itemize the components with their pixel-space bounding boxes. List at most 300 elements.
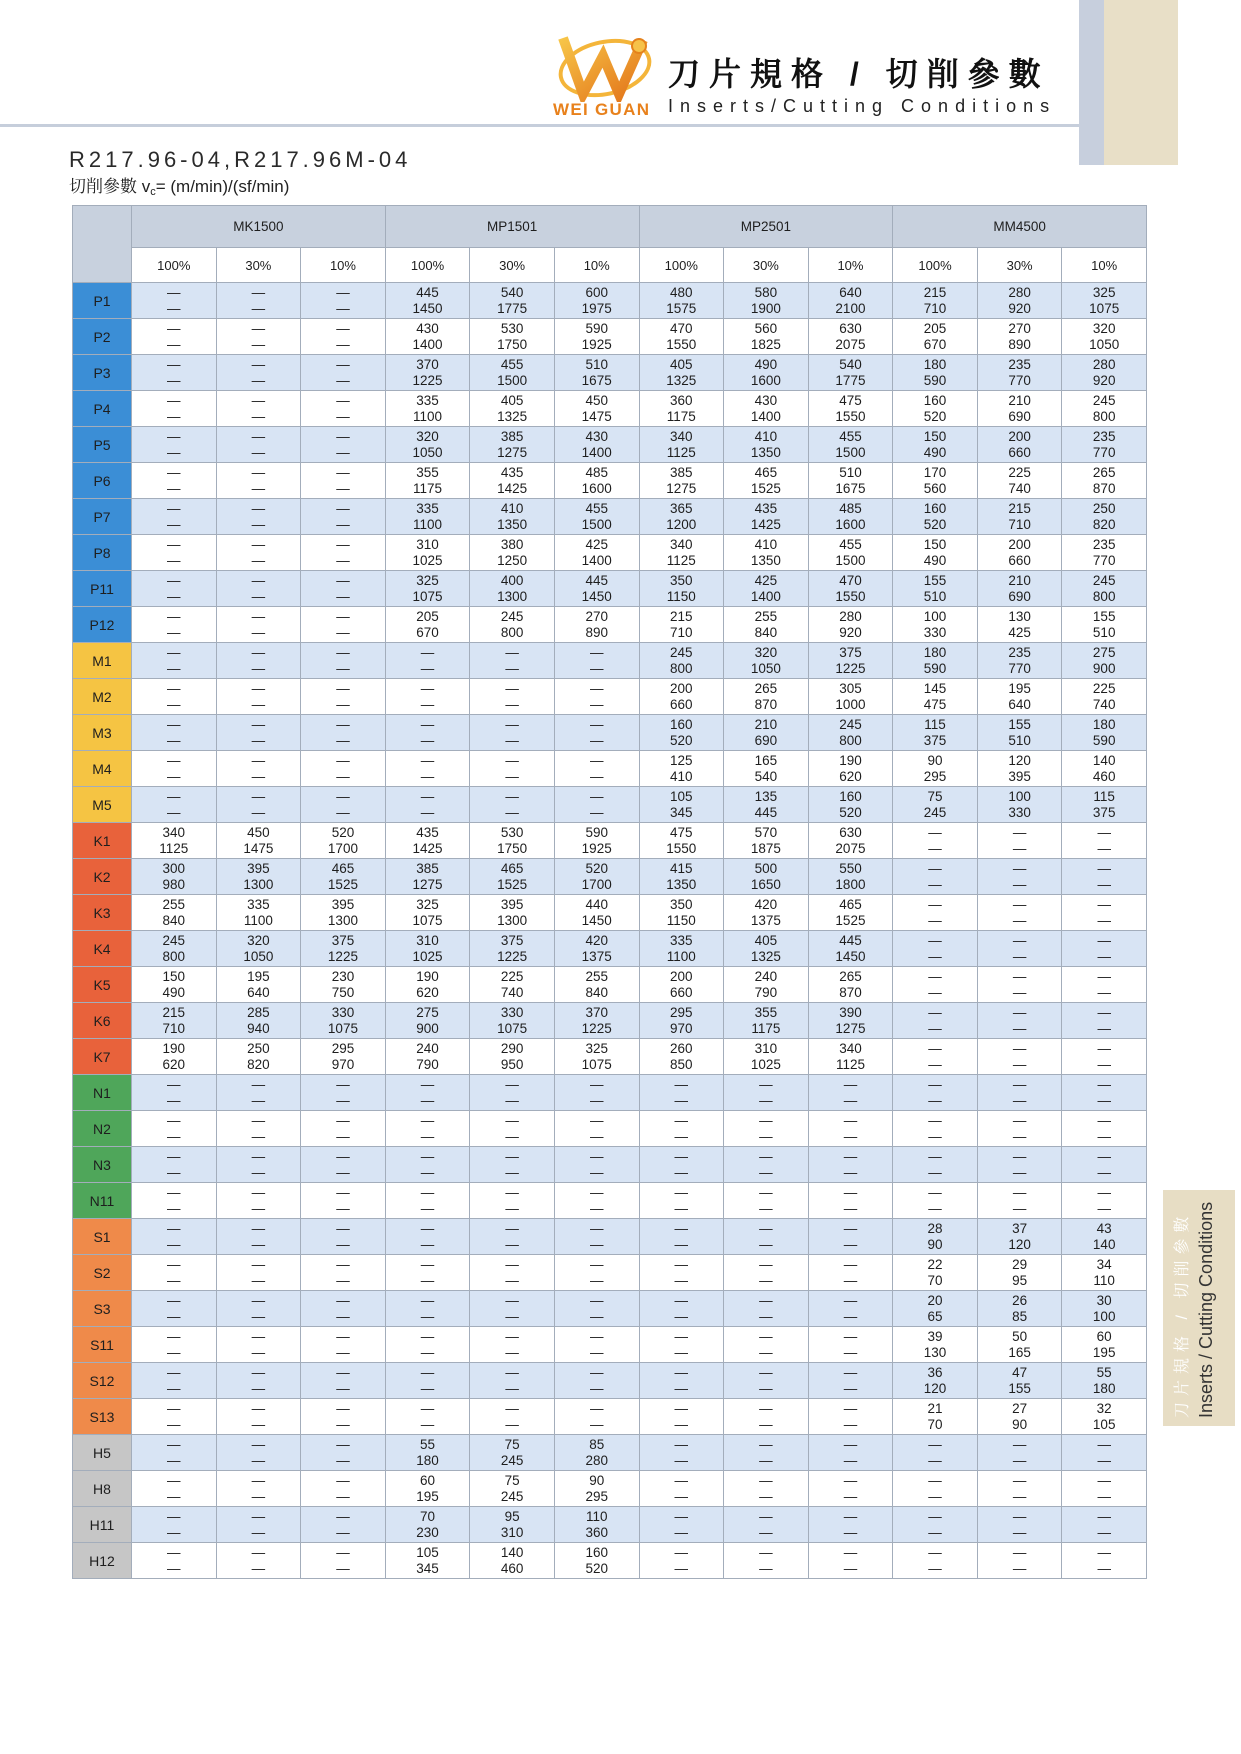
speed-cell — [724, 679, 809, 715]
speed-cell — [977, 463, 1062, 499]
speed-cell — [977, 1147, 1062, 1183]
table-row — [73, 931, 1147, 967]
speed-m-min: — — [167, 681, 181, 696]
table-row — [73, 463, 1147, 499]
speed-sf-min: 245 — [500, 1452, 524, 1468]
speed-sf-min: — — [1012, 912, 1027, 928]
speed-m-min: 245 — [670, 645, 693, 660]
speed-cell — [554, 751, 639, 787]
speed-cell — [639, 355, 724, 391]
speed-m-min: — — [759, 1257, 773, 1272]
speed-cell — [893, 1543, 978, 1579]
speed-m-min: — — [928, 897, 942, 912]
speed-m-min: — — [251, 1365, 266, 1380]
speed-sf-min: — — [167, 1092, 181, 1108]
speed-cell — [724, 1399, 809, 1435]
speed-sf-min: 1450 — [835, 948, 866, 964]
speed-sf-min: 1550 — [666, 336, 697, 352]
speed-m-min: — — [505, 1329, 519, 1344]
speed-m-min: 70 — [420, 1509, 436, 1524]
side-tab-text — [1163, 1190, 1235, 1426]
speed-m-min: — — [336, 681, 350, 696]
material-label: P8 — [73, 535, 132, 571]
speed-m-min: 32 — [1096, 1401, 1112, 1416]
speed-sf-min: 1175 — [413, 480, 443, 496]
percent-header: 100% — [132, 248, 217, 283]
speed-m-min: 580 — [754, 285, 778, 300]
speed-cell — [977, 499, 1062, 535]
speed-cell — [216, 319, 301, 355]
speed-sf-min: — — [251, 660, 266, 676]
speed-m-min: 195 — [247, 969, 270, 984]
speed-cell — [301, 463, 386, 499]
speed-sf-min: — — [674, 1236, 689, 1252]
speed-sf-min: 750 — [331, 984, 355, 1000]
speed-sf-min: — — [336, 768, 350, 784]
table-row — [73, 283, 1147, 319]
speed-m-min: 200 — [670, 969, 693, 984]
speed-sf-min: — — [674, 1092, 689, 1108]
speed-m-min: 260 — [670, 1041, 693, 1056]
speed-sf-min: 345 — [416, 1560, 439, 1576]
speed-cell — [808, 1111, 893, 1147]
speed-sf-min: 1075 — [581, 1056, 612, 1072]
speed-cell — [301, 1435, 386, 1471]
speed-cell — [893, 535, 978, 571]
speed-sf-min: 840 — [754, 624, 778, 640]
speed-cell — [977, 1075, 1062, 1111]
speed-sf-min: — — [167, 1344, 181, 1360]
speed-m-min: 425 — [754, 573, 778, 588]
speed-cell — [132, 1003, 217, 1039]
speed-m-min: 370 — [585, 1005, 608, 1020]
speed-cell — [385, 391, 470, 427]
speed-sf-min: 1275 — [412, 876, 443, 892]
speed-cell — [808, 1003, 893, 1039]
speed-m-min: 280 — [1008, 285, 1031, 300]
speed-m-min: 440 — [585, 897, 608, 912]
material-label: K3 — [73, 895, 132, 931]
speed-cell — [554, 427, 639, 463]
speed-m-min: — — [505, 717, 519, 732]
speed-sf-min: 1050 — [1089, 336, 1120, 352]
speed-sf-min: 690 — [1008, 408, 1031, 424]
speed-m-min: 250 — [1092, 501, 1116, 516]
table-row — [73, 967, 1147, 1003]
material-label: P6 — [73, 463, 132, 499]
speed-m-min: — — [505, 1365, 519, 1380]
speed-sf-min: 1075 — [412, 588, 443, 604]
speed-sf-min: 1600 — [581, 480, 612, 496]
material-label: N1 — [73, 1075, 132, 1111]
speed-m-min: — — [674, 1437, 689, 1452]
speed-sf-min: 900 — [416, 1020, 439, 1036]
speed-sf-min: — — [167, 588, 181, 604]
speed-sf-min: 120 — [923, 1380, 947, 1396]
percent-header: 30% — [724, 248, 809, 283]
speed-m-min: — — [251, 393, 266, 408]
speed-m-min: — — [589, 1329, 604, 1344]
speed-cell — [216, 1435, 301, 1471]
speed-sf-min: 710 — [162, 1020, 186, 1036]
speed-sf-min: — — [251, 1308, 266, 1324]
speed-sf-min: — — [1097, 840, 1111, 856]
speed-m-min: — — [1012, 1545, 1027, 1560]
speed-m-min: — — [674, 1365, 689, 1380]
speed-m-min: 445 — [839, 933, 862, 948]
speed-sf-min: — — [505, 696, 519, 712]
speed-cell — [639, 607, 724, 643]
speed-sf-min: — — [759, 1416, 773, 1432]
speed-m-min: 340 — [162, 825, 186, 840]
speed-sf-min: — — [420, 1200, 435, 1216]
speed-cell — [639, 1147, 724, 1183]
speed-m-min: 190 — [416, 969, 439, 984]
speed-sf-min: 295 — [923, 768, 947, 784]
speed-sf-min: 1325 — [497, 408, 528, 424]
speed-cell — [470, 1291, 555, 1327]
speed-cell — [639, 715, 724, 751]
speed-cell — [808, 427, 893, 463]
speed-m-min: — — [167, 1545, 181, 1560]
speed-m-min: — — [928, 1005, 942, 1020]
table-row — [73, 787, 1147, 823]
speed-cell — [724, 1291, 809, 1327]
speed-m-min: — — [1097, 1185, 1111, 1200]
speed-m-min: 215 — [670, 609, 693, 624]
speed-m-min: 90 — [589, 1473, 605, 1488]
speed-cell — [554, 1147, 639, 1183]
speed-sf-min: 1350 — [497, 516, 528, 532]
speed-cell — [1062, 787, 1147, 823]
speed-cell — [1062, 643, 1147, 679]
speed-sf-min: — — [505, 1416, 519, 1432]
speed-sf-min: — — [928, 1452, 942, 1468]
speed-sf-min: — — [1012, 1524, 1027, 1540]
speed-m-min: 160 — [585, 1545, 608, 1560]
speed-m-min: 165 — [754, 753, 778, 768]
speed-sf-min: — — [1097, 1524, 1111, 1540]
speed-sf-min: 1525 — [750, 480, 781, 496]
speed-m-min: — — [336, 1437, 350, 1452]
speed-sf-min: 670 — [416, 624, 439, 640]
speed-m-min: — — [420, 1293, 435, 1308]
speed-sf-min: — — [251, 1128, 266, 1144]
speed-sf-min: — — [674, 1488, 689, 1504]
speed-sf-min: 660 — [1008, 552, 1031, 568]
speed-sf-min: 155 — [1008, 1380, 1031, 1396]
speed-sf-min: 870 — [839, 984, 862, 1000]
speed-cell — [132, 931, 217, 967]
speed-sf-min: — — [1097, 1452, 1111, 1468]
speed-sf-min: 1100 — [413, 408, 443, 424]
speed-m-min: — — [251, 1077, 266, 1092]
speed-cell — [977, 1291, 1062, 1327]
speed-sf-min: — — [505, 1128, 519, 1144]
speed-sf-min: 1425 — [750, 516, 781, 532]
speed-cell — [301, 715, 386, 751]
speed-m-min: 120 — [1008, 753, 1031, 768]
speed-m-min: 320 — [754, 645, 778, 660]
speed-m-min: — — [1012, 1509, 1027, 1524]
speed-cell — [470, 319, 555, 355]
speed-cell — [639, 931, 724, 967]
speed-sf-min: 180 — [416, 1452, 439, 1468]
speed-m-min: 475 — [839, 393, 862, 408]
speed-sf-min: — — [505, 1236, 519, 1252]
speed-sf-min: 1350 — [666, 876, 697, 892]
speed-m-min: — — [674, 1509, 689, 1524]
speed-sf-min: 1650 — [750, 876, 781, 892]
speed-m-min: — — [759, 1437, 773, 1452]
speed-m-min: 105 — [416, 1545, 439, 1560]
speed-sf-min: 590 — [923, 660, 947, 676]
speed-m-min: 320 — [247, 933, 270, 948]
speed-m-min: — — [843, 1257, 858, 1272]
speed-cell — [893, 283, 978, 319]
speed-m-min: — — [251, 1545, 266, 1560]
speed-sf-min: — — [1097, 1128, 1111, 1144]
speed-cell — [132, 283, 217, 319]
speed-cell — [893, 1039, 978, 1075]
speed-cell — [301, 1219, 386, 1255]
speed-cell — [724, 1039, 809, 1075]
speed-sf-min: — — [928, 1128, 942, 1144]
speed-m-min: — — [336, 357, 350, 372]
speed-sf-min: — — [167, 1236, 181, 1252]
speed-m-min: 435 — [754, 501, 778, 516]
speed-cell — [724, 427, 809, 463]
speed-cell — [385, 1327, 470, 1363]
speed-m-min: 540 — [839, 357, 862, 372]
speed-sf-min: — — [167, 696, 181, 712]
speed-m-min: 235 — [1092, 429, 1116, 444]
speed-m-min: — — [420, 1077, 435, 1092]
speed-sf-min: 970 — [331, 1056, 355, 1072]
speed-sf-min: 520 — [839, 804, 862, 820]
speed-cell — [977, 1507, 1062, 1543]
speed-m-min: — — [843, 1113, 858, 1128]
subtitle-prefix: 切削參數 v — [69, 177, 151, 196]
speed-sf-min: — — [759, 1488, 773, 1504]
table-row — [73, 391, 1147, 427]
speed-sf-min: 375 — [923, 732, 947, 748]
speed-cell — [639, 1327, 724, 1363]
speed-sf-min: 640 — [1008, 696, 1031, 712]
speed-cell — [808, 1255, 893, 1291]
speed-cell — [554, 1543, 639, 1579]
speed-m-min: 150 — [923, 429, 947, 444]
speed-sf-min: 620 — [416, 984, 439, 1000]
speed-sf-min: — — [505, 1200, 519, 1216]
table-row — [73, 1147, 1147, 1183]
speed-cell — [554, 1039, 639, 1075]
speed-sf-min: 85 — [1012, 1308, 1028, 1324]
speed-cell — [893, 607, 978, 643]
speed-sf-min: 790 — [754, 984, 778, 1000]
speed-cell — [724, 319, 809, 355]
speed-sf-min: — — [420, 1236, 435, 1252]
speed-cell — [639, 1219, 724, 1255]
speed-sf-min: 1525 — [497, 876, 528, 892]
speed-m-min: — — [251, 1329, 266, 1344]
speed-m-min: — — [589, 1185, 604, 1200]
speed-m-min: 75 — [504, 1437, 520, 1452]
speed-sf-min: 790 — [416, 1056, 439, 1072]
table-row — [73, 1219, 1147, 1255]
speed-sf-min: — — [928, 948, 942, 964]
speed-sf-min: 1675 — [581, 372, 612, 388]
speed-m-min: 325 — [1092, 285, 1116, 300]
speed-sf-min: — — [336, 588, 350, 604]
speed-cell — [132, 1255, 217, 1291]
material-label: S13 — [73, 1399, 132, 1435]
speed-m-min: 370 — [416, 357, 439, 372]
speed-m-min: 485 — [839, 501, 862, 516]
speed-m-min: 300 — [162, 861, 186, 876]
speed-sf-min: — — [589, 1380, 604, 1396]
speed-cell — [893, 1075, 978, 1111]
speed-m-min: 455 — [839, 537, 862, 552]
speed-cell — [808, 1363, 893, 1399]
speed-cell — [216, 895, 301, 931]
speed-sf-min: — — [251, 1524, 266, 1540]
speed-m-min: 250 — [247, 1041, 270, 1056]
speed-cell — [808, 499, 893, 535]
speed-m-min: — — [167, 1077, 181, 1092]
speed-cell — [385, 751, 470, 787]
speed-cell — [1062, 355, 1147, 391]
speed-cell — [216, 535, 301, 571]
speed-cell — [977, 1039, 1062, 1075]
speed-cell — [385, 499, 470, 535]
speed-m-min: — — [928, 1077, 942, 1092]
speed-m-min: — — [589, 1293, 604, 1308]
speed-sf-min: 1450 — [581, 588, 612, 604]
speed-sf-min: — — [843, 1416, 858, 1432]
corner-strip-beige — [1104, 0, 1178, 165]
speed-sf-min: — — [928, 840, 942, 856]
material-label: S1 — [73, 1219, 132, 1255]
speed-sf-min: — — [589, 732, 604, 748]
speed-sf-min: — — [843, 1200, 858, 1216]
speed-cell — [216, 859, 301, 895]
speed-cell — [1062, 391, 1147, 427]
speed-m-min: 50 — [1012, 1329, 1028, 1344]
speed-cell — [554, 1507, 639, 1543]
speed-m-min: — — [167, 1365, 181, 1380]
speed-sf-min: 1775 — [497, 300, 528, 316]
speed-sf-min: 1550 — [835, 588, 866, 604]
speed-sf-min: 800 — [162, 948, 186, 964]
speed-sf-min: — — [167, 624, 181, 640]
speed-cell — [385, 1075, 470, 1111]
header-title-zh: 刀片規格 / 切削參數 — [668, 56, 1050, 92]
speed-sf-min: 510 — [1092, 624, 1116, 640]
speed-sf-min: — — [759, 1524, 773, 1540]
speed-sf-min: — — [251, 1272, 266, 1288]
side-tab-title-en: Inserts / Cutting Conditions — [1196, 1201, 1216, 1418]
speed-cell — [470, 571, 555, 607]
speed-m-min: 470 — [670, 321, 693, 336]
speed-m-min: 290 — [500, 1041, 524, 1056]
speed-sf-min: — — [251, 1416, 266, 1432]
speed-sf-min: 1325 — [666, 372, 697, 388]
speed-m-min: 340 — [839, 1041, 862, 1056]
speed-m-min: — — [589, 1365, 604, 1380]
speed-m-min: 310 — [754, 1041, 778, 1056]
speed-m-min: 210 — [1008, 393, 1031, 408]
speed-m-min: — — [167, 1149, 181, 1164]
speed-cell — [470, 1003, 555, 1039]
speed-m-min: — — [928, 825, 942, 840]
speed-cell — [639, 1111, 724, 1147]
speed-m-min: — — [167, 321, 181, 336]
speed-sf-min: 1225 — [497, 948, 528, 964]
speed-sf-min: — — [928, 1488, 942, 1504]
speed-sf-min: 850 — [670, 1056, 693, 1072]
speed-cell — [216, 931, 301, 967]
speed-sf-min: 100 — [1092, 1308, 1116, 1324]
speed-cell — [554, 535, 639, 571]
speed-m-min: 180 — [923, 645, 947, 660]
speed-m-min: 320 — [1092, 321, 1116, 336]
speed-sf-min: — — [928, 1200, 942, 1216]
speed-m-min: — — [167, 357, 181, 372]
speed-cell — [724, 391, 809, 427]
speed-sf-min: 740 — [500, 984, 524, 1000]
speed-cell — [893, 1327, 978, 1363]
speed-cell — [724, 715, 809, 751]
speed-cell — [808, 715, 893, 751]
speed-sf-min: — — [674, 1524, 689, 1540]
speed-sf-min: — — [1097, 948, 1111, 964]
speed-cell — [132, 427, 217, 463]
speed-cell — [132, 499, 217, 535]
speed-m-min: — — [1097, 1041, 1111, 1056]
speed-sf-min: — — [336, 336, 350, 352]
speed-m-min: — — [251, 429, 266, 444]
speed-sf-min: 770 — [1008, 372, 1031, 388]
speed-cell — [132, 1111, 217, 1147]
speed-m-min: 465 — [754, 465, 778, 480]
speed-sf-min: 280 — [585, 1452, 608, 1468]
speed-cell — [639, 571, 724, 607]
speed-m-min: 335 — [416, 393, 439, 408]
speed-sf-min: 1600 — [835, 516, 866, 532]
speed-cell — [808, 1543, 893, 1579]
table-row — [73, 1003, 1147, 1039]
speed-cell — [893, 499, 978, 535]
speed-sf-min: — — [1097, 1560, 1111, 1576]
speed-sf-min: — — [420, 1128, 435, 1144]
percent-header: 10% — [808, 248, 893, 283]
speed-sf-min: — — [251, 372, 266, 388]
speed-sf-min: 1550 — [835, 408, 866, 424]
speed-sf-min: 165 — [1008, 1344, 1031, 1360]
speed-m-min: 37 — [1012, 1221, 1028, 1236]
speed-sf-min: 800 — [1092, 588, 1116, 604]
speed-sf-min: 710 — [923, 300, 947, 316]
speed-sf-min: — — [759, 1272, 773, 1288]
speed-m-min: 100 — [923, 609, 947, 624]
speed-cell — [216, 1003, 301, 1039]
speed-sf-min: — — [674, 1452, 689, 1468]
speed-sf-min: 690 — [1008, 588, 1031, 604]
speed-sf-min: 980 — [162, 876, 186, 892]
speed-cell — [216, 1291, 301, 1327]
speed-sf-min: 1275 — [666, 480, 697, 496]
